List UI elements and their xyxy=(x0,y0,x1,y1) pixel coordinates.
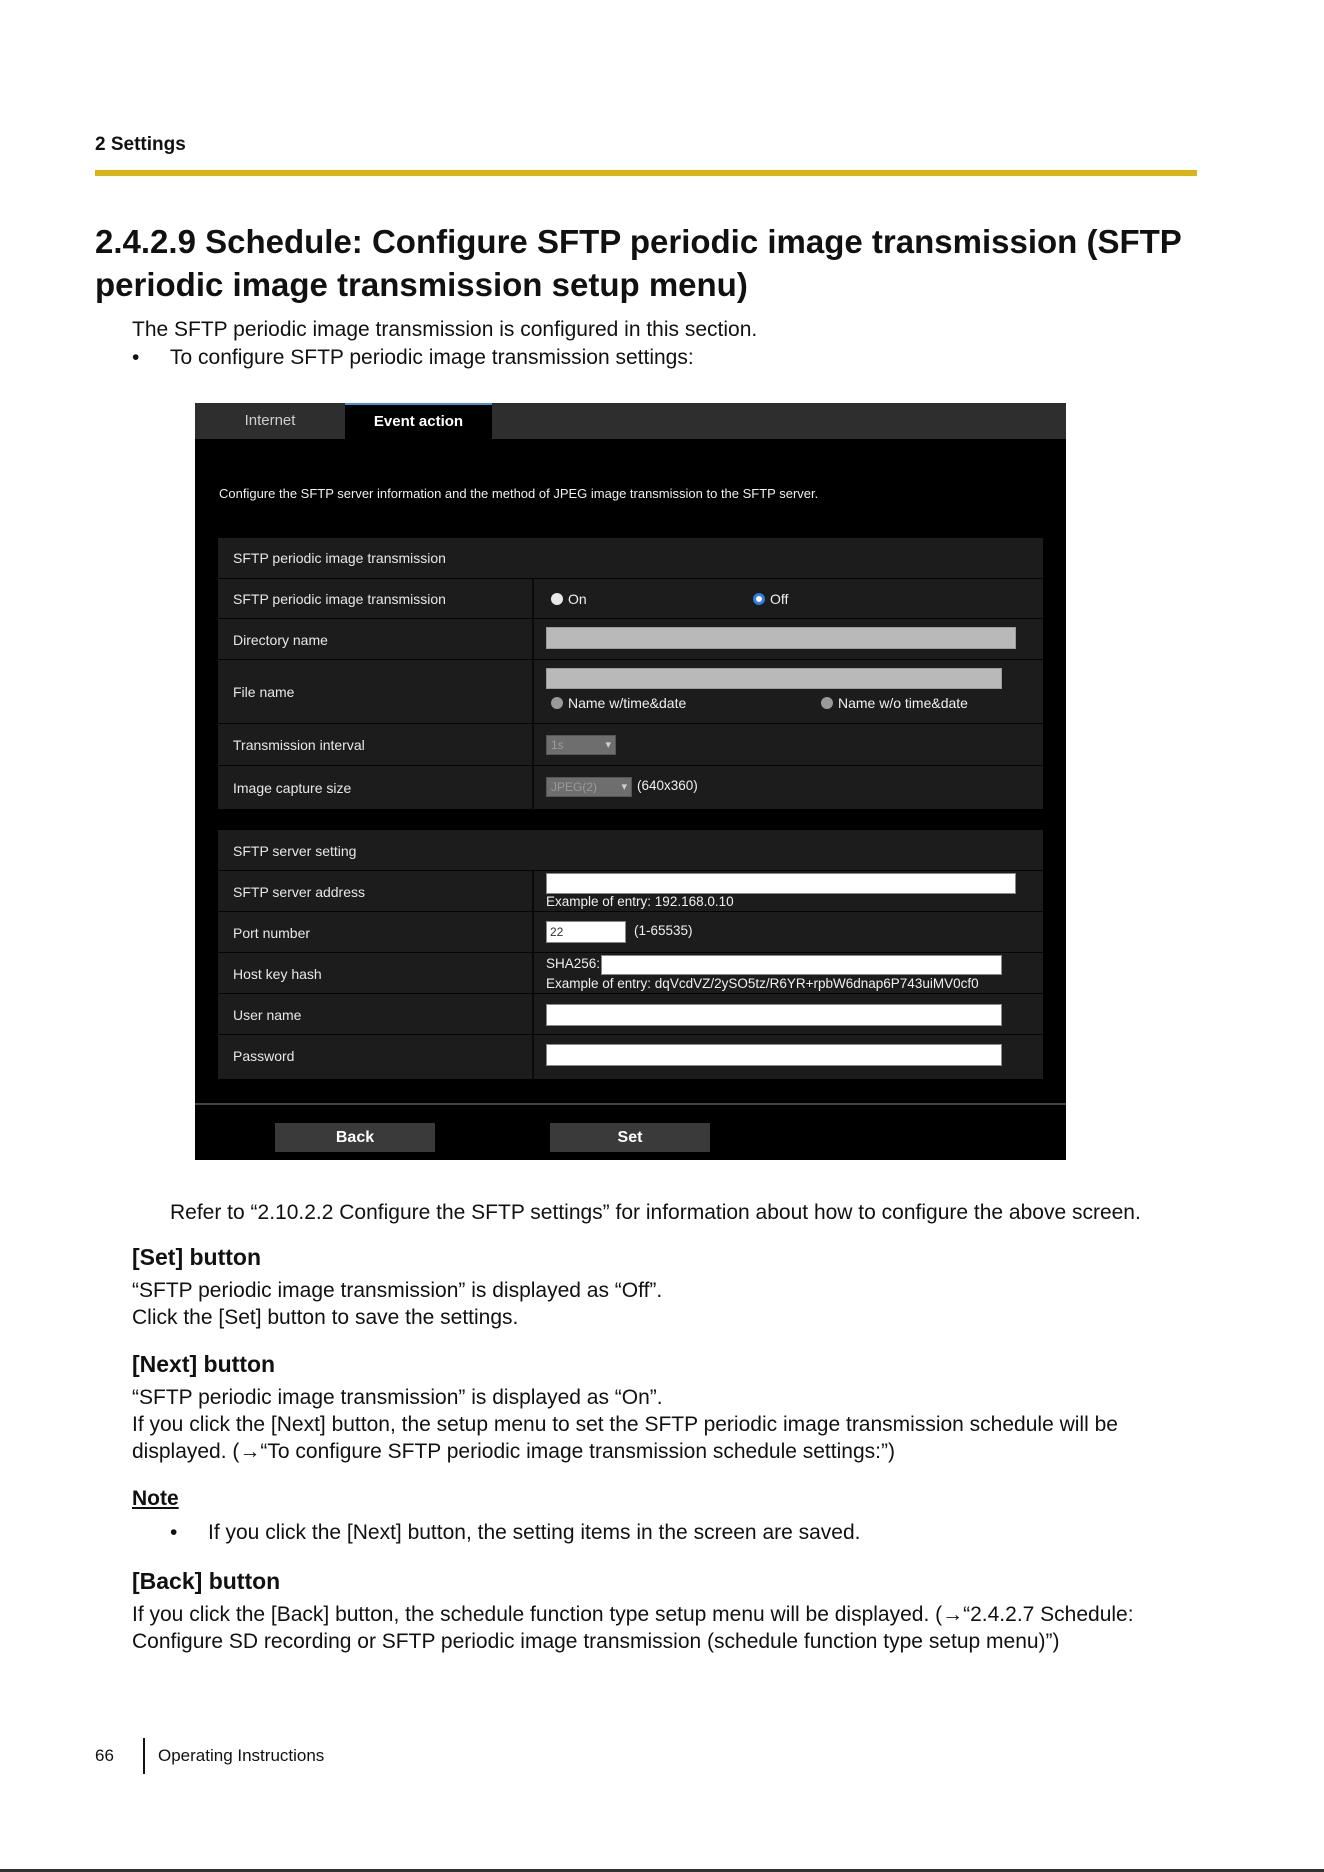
tab-internet[interactable]: Internet xyxy=(195,403,345,439)
directory-input[interactable] xyxy=(546,627,1016,649)
back-button-line1: If you click the [Back] button, the schedule function type setup menu will be displayed. (→“2.4.2.7 Schedule: xyxy=(132,1603,1134,1626)
radio-name-without-time-icon[interactable] xyxy=(821,697,833,709)
chevron-down-icon: ▾ xyxy=(621,781,627,793)
set-button-line1: “SFTP periodic image transmission” is displayed as “Off”. xyxy=(132,1279,663,1302)
row-password xyxy=(218,1034,1043,1080)
row-label: Transmission interval xyxy=(233,737,365,753)
panel-header-label: SFTP periodic image transmission xyxy=(233,550,446,566)
intro-bullet xyxy=(132,344,757,372)
row-file xyxy=(218,659,1043,724)
user-name-input[interactable] xyxy=(546,1004,1002,1026)
row-label: Password xyxy=(233,1048,295,1064)
note-bullet-text: If you click the [Next] button, the setting items in the screen are saved. xyxy=(208,1521,861,1544)
screen-description: Configure the SFTP server information and the method of JPEG image transmission to the SFTP server. xyxy=(219,486,819,501)
port-range: (1-65535) xyxy=(634,923,693,938)
chevron-down-icon: ▾ xyxy=(605,739,611,751)
port-input[interactable]: 22 xyxy=(546,921,626,943)
row-label: File name xyxy=(233,684,295,700)
capture-size-select[interactable]: JPEG(2) ▾ xyxy=(546,777,632,797)
server-address-example: Example of entry: 192.168.0.10 xyxy=(546,894,734,909)
note-section xyxy=(132,1487,861,1546)
next-button-line2: If you click the [Next] button, the setup menu to set the SFTP periodic image transmission schedule will be xyxy=(132,1413,1118,1436)
row-capture xyxy=(218,765,1043,810)
panel-header xyxy=(218,538,1043,578)
intro-text: The SFTP periodic image transmission is configured in this section. xyxy=(132,318,758,341)
next-button-line1: “SFTP periodic image transmission” is displayed as “On”. xyxy=(132,1386,663,1409)
footer-divider xyxy=(143,1738,145,1774)
sftp-server-panel xyxy=(218,830,1043,1079)
set-button-heading: [Set] button xyxy=(132,1244,262,1270)
tab-event-action[interactable]: Event action xyxy=(345,403,492,439)
row-label: User name xyxy=(233,1007,302,1023)
intro xyxy=(132,316,757,372)
divider xyxy=(195,1103,1066,1105)
section-label: 2 Settings xyxy=(95,134,186,155)
sftp-transmission-panel xyxy=(218,538,1043,809)
intro-bullet-text: To configure SFTP periodic image transmission settings: xyxy=(170,346,694,369)
header-rule xyxy=(95,170,1197,176)
back-button[interactable]: Back xyxy=(275,1123,435,1152)
radio-on-icon[interactable] xyxy=(551,593,563,605)
page-title: 2.4.2.9 Schedule: Configure SFTP periodic image transmission (SFTP periodic image transmission setup menu) xyxy=(95,223,1182,303)
file-name-input[interactable] xyxy=(546,668,1002,689)
row-label: Host key hash xyxy=(233,966,322,982)
row-server-address xyxy=(218,870,1043,912)
radio-name-with-time-icon[interactable] xyxy=(551,697,563,709)
row-label: Image capture size xyxy=(233,780,352,796)
next-button-line3: displayed. (→“To configure SFTP periodic image transmission schedule settings:”) xyxy=(132,1440,895,1463)
interval-select[interactable]: 1s ▾ xyxy=(546,735,616,755)
next-button-section xyxy=(132,1351,1118,1465)
row-label: Directory name xyxy=(233,632,328,648)
row-label: SFTP server address xyxy=(233,884,366,900)
next-button-heading: [Next] button xyxy=(132,1351,276,1377)
host-key-prefix: SHA256: xyxy=(546,956,601,971)
radio-name-without-time-label: Name w/o time&date xyxy=(838,695,968,711)
row-host-key xyxy=(218,952,1043,994)
radio-name-with-time-label: Name w/time&date xyxy=(568,695,687,711)
page-number: 66 xyxy=(95,1746,114,1765)
settings-screen xyxy=(195,403,1066,1160)
server-address-input[interactable] xyxy=(546,873,1016,894)
refer-text: Refer to “2.10.2.2 Configure the SFTP settings” for information about how to configure the above screen. xyxy=(170,1201,1141,1224)
host-key-example: Example of entry: dqVcdVZ/2ySO5tz/R6YR+rpbW6dnap6P743uiMV0cf0 xyxy=(546,976,979,991)
row-label: Port number xyxy=(233,925,311,941)
radio-off-label: Off xyxy=(770,591,789,607)
tab-bar xyxy=(195,403,1066,439)
host-key-input[interactable] xyxy=(601,955,1002,975)
back-button-line2: Configure SD recording or SFTP periodic image transmission (schedule function type setup menu)”) xyxy=(132,1630,1060,1653)
row-transmission xyxy=(218,578,1043,619)
radio-on-label: On xyxy=(568,591,587,607)
note-heading: Note xyxy=(132,1487,179,1510)
row-label: SFTP periodic image transmission xyxy=(233,591,446,607)
bullet-icon: • xyxy=(132,346,140,369)
row-port xyxy=(218,911,1043,953)
radio-off-icon[interactable] xyxy=(753,593,765,605)
footer-text: Operating Instructions xyxy=(158,1746,325,1765)
set-button-section xyxy=(132,1244,662,1331)
row-interval xyxy=(218,723,1043,766)
password-input[interactable] xyxy=(546,1044,1002,1066)
set-button[interactable]: Set xyxy=(550,1123,710,1152)
note-bullet xyxy=(132,1519,861,1546)
row-user xyxy=(218,993,1043,1035)
back-button-section xyxy=(132,1568,1134,1655)
back-button-heading: [Back] button xyxy=(132,1568,281,1594)
panel-header-label: SFTP server setting xyxy=(233,843,357,859)
row-directory xyxy=(218,618,1043,660)
set-button-line2: Click the [Set] button to save the settings. xyxy=(132,1306,519,1329)
panel-header xyxy=(218,830,1043,870)
bullet-icon: • xyxy=(170,1521,178,1544)
capture-resolution: (640x360) xyxy=(637,778,698,793)
